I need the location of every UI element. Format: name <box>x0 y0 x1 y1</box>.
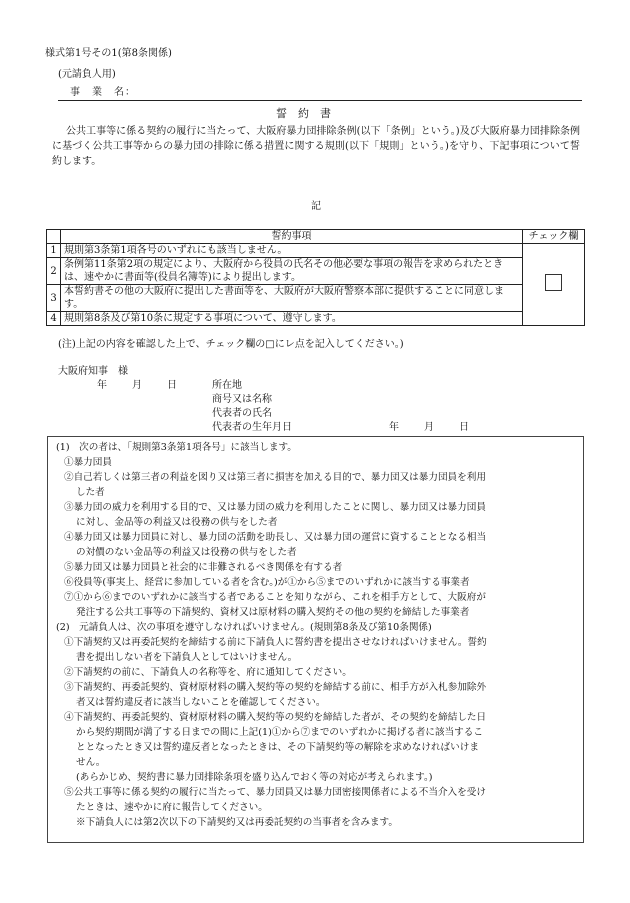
date-year: 年 <box>97 380 107 391</box>
project-name-underline <box>58 100 582 101</box>
notes-line: せん。 <box>76 757 106 768</box>
birth-day: 日 <box>459 422 469 433</box>
oath-row-text: 条例第11条第2項の規定により、大阪府から役員の氏名その他必要な事項の報告を求められたときは、速やかに書面等(役員名簿等)により提出します。 <box>61 258 523 285</box>
notes-line: ②下請契約の前に、下請負人の名称等を、府に通知してください。 <box>64 667 352 678</box>
notes-line: ④暴力団又は暴力団員に対し、暴力団の活動を助長し、又は暴力団の運営に資することとなる相当 <box>64 532 487 543</box>
check-cell <box>523 244 585 326</box>
signer-representative-label: 代表者の氏名 <box>212 408 272 419</box>
notes-line: 者又は誓約違反者に該当しないことを確認してください。 <box>76 697 326 708</box>
notes-line: から契約期間が満了する日までの間に上記(1)①から⑦までのいずれかに掲げる者に該当するこ <box>76 727 483 738</box>
signer-company-label: 商号又は名称 <box>212 394 272 405</box>
notes-box <box>47 436 584 843</box>
oath-row <box>47 285 585 312</box>
notes-line: ③暴力団の威力を利用する目的で、又は暴力団の威力を利用したことに関し、暴力団又は暴力団員 <box>64 502 486 513</box>
notes-line: (あらかじめ、契約書に暴力団排除条項を盛り込んでおく等の対応が考えられます。) <box>76 772 433 783</box>
oath-row <box>47 312 585 326</box>
ki-marker: 記 <box>311 201 321 212</box>
oath-row-number: 1 <box>47 244 61 258</box>
notes-line: の対價のない金品等の利益又は役務の供与をした者 <box>76 547 297 558</box>
check-column-header: チェック欄 <box>523 230 585 244</box>
oath-row-text: 規則第8条及び第10条に規定する事項について、遵守します。 <box>61 312 523 326</box>
notes-line: ③下請契約、再委託契約、資材原材料の購入契約等の契約を締結する前に、相手方が入札参加除外 <box>64 682 487 693</box>
oath-items-header: 誓約事項 <box>61 230 523 244</box>
birth-month: 月 <box>424 422 434 433</box>
oath-table-header <box>47 230 585 244</box>
notes-line: ⑦①から⑥までのいずれかに該当する者であることを知りながら、これを相手方として、大阪府が <box>64 592 486 603</box>
form-subtitle: (元請負人用) <box>58 69 116 80</box>
table-note: (注)上記の内容を確認した上で、チェック欄の□にレ点を記入してください。) <box>58 339 404 350</box>
notes-line: ※下請負人には第2次以下の下請契約又は再委託契約の当事者を含みます。 <box>76 817 398 828</box>
date-day: 日 <box>167 380 177 391</box>
notes-line: (1) 次の者は、「規則第3条第1項各号」に該当します。 <box>56 442 297 453</box>
notes-line: に対し、金品等の利益又は役務の供与をした者 <box>76 517 278 528</box>
notes-line: ⑤公共工事等に係る契約の履行に当たって、暴力団員又は暴力団密接関係者による不当介入を受け <box>64 787 486 798</box>
form-number: 様式第1号その1(第8条関係) <box>45 48 172 59</box>
notes-line: たときは、速やかに府に報告してください。 <box>76 802 268 813</box>
num-header <box>47 230 61 244</box>
addressee: 大阪府知事 様 <box>58 366 128 377</box>
oath-row-number: 3 <box>47 285 61 312</box>
oath-row-text: 本誓約書その他の大阪府に提出した書面等を、大阪府が大阪府警察本部に提供することに同意します。 <box>61 285 523 312</box>
date-month: 月 <box>132 380 142 391</box>
oath-table <box>46 229 585 326</box>
notes-line: ②自己若しくは第三者の利益を図り又は第三者に損害を加える目的で、暴力団又は暴力団員を利用 <box>64 472 486 483</box>
notes-line: した者 <box>76 487 105 498</box>
project-name-label: 事 業 名： <box>70 87 136 98</box>
notes-line: 書を提出しない者を下請負人としてはいけません。 <box>76 652 298 663</box>
signer-birthdate-label: 代表者の生年月日 <box>212 422 292 433</box>
oath-row-number: 4 <box>47 312 61 326</box>
signer-address-label: 所在地 <box>212 380 242 391</box>
oath-row-number: 2 <box>47 258 61 285</box>
oath-row <box>47 258 585 285</box>
notes-line: ④下請契約、再委託契約、資材原材料の購入契約等の契約を締結した者が、その契約を締結した日 <box>64 712 487 723</box>
oath-row-text: 規則第3条第1項各号のいずれにも該当しません。 <box>61 244 523 258</box>
notes-line: (2) 元請負人は、次の事項を遵守しなければいけません。(規則第8条及び第10条関係) <box>56 622 432 633</box>
notes-line: 発注する公共工事等の下請契約、資材又は原材料の購入契約その他の契約を締結した事業者 <box>76 607 470 618</box>
confirm-checkbox[interactable] <box>545 274 562 291</box>
notes-line: ⑤暴力団又は暴力団員と社会的に非難されるべき関係を有する者 <box>64 562 343 573</box>
notes-line: ととなったとき又は誓約違反者となったときは、その下請契約等の解除を求めなければいけま <box>76 742 479 753</box>
notes-line: ①下請契約又は再委託契約を締結する前に下請負人に誓約書を提出させなければいけません。誓約 <box>64 637 487 648</box>
notes-line: ①暴力団員 <box>64 457 112 468</box>
document-title: 誓 約 書 <box>276 107 331 120</box>
intro-paragraph: 公共工事等に係る契約の履行に当たって、大阪府暴力団排除条例(以下「条例」という。)及び大阪府暴力団排除条例に基づく公共工事等からの暴力団の排除に係る措置に関する規則(以下「規則」という。)を守り、下記事項について誓約します。 <box>52 126 580 167</box>
oath-row <box>47 244 585 258</box>
birth-year: 年 <box>389 422 399 433</box>
notes-line: ⑥役員等(事実上、経営に参加している者を含む。)が①から⑤までのいずれかに該当する事業者 <box>64 577 470 588</box>
